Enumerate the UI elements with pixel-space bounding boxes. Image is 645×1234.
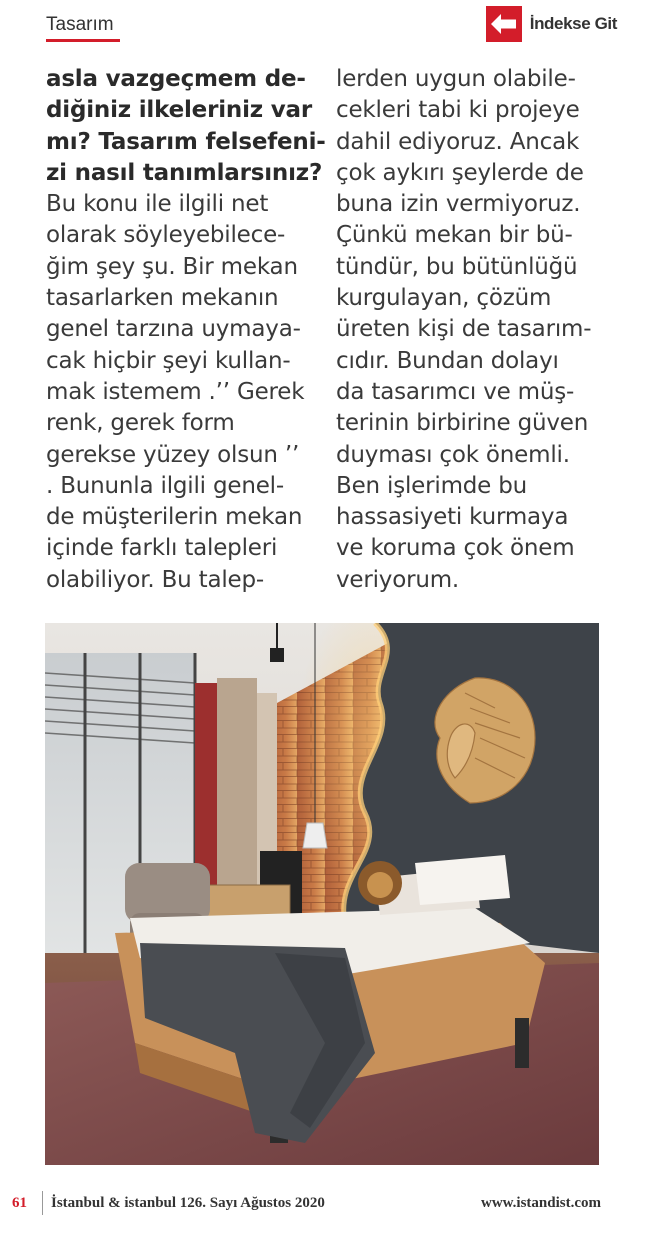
section-underline [46,39,120,42]
text-line: duyması çok önemli. [336,441,570,468]
question-line: zi nasıl tanımlarsınız? [46,159,323,186]
text-line: tasarlarken mekanın [46,285,279,312]
text-line: Çünkü mekan bir bü- [336,222,573,249]
text-line: renk, gerek form [46,410,235,437]
text-line: . Bununla ilgili genel- [46,472,284,499]
back-arrow-icon [486,6,522,42]
text-line: cak hiçbir şeyi kullan- [46,347,291,374]
text-line: gerekse yüzey olsun ’’ [46,441,300,468]
text-line: buna izin vermiyoruz. [336,191,581,218]
section-label: Tasarım [46,14,114,35]
question-line: mı? Tasarım felsefeni- [46,128,326,155]
article-column-right [336,64,636,596]
article-column-left [46,64,346,596]
issue-info: İstanbul & istanbul 126. Sayı Ağustos 2020 [51,1195,325,1211]
text-line: hassasiyeti kurmaya [336,504,569,531]
question-line: diğiniz ilkeleriniz var [46,97,313,124]
text-line: Ben işlerimde bu [336,472,528,499]
bedroom-photo [45,623,599,1165]
text-line: olabiliyor. Bu talep- [46,566,264,593]
index-link-label: İndekse Git [529,14,617,33]
text-line: ğim şey şu. Bir mekan [46,253,298,280]
text-line: olarak söyleyebilece- [46,222,286,249]
text-line: cıdır. Bundan dolayı [336,347,559,374]
text-line: da tasarımcı ve müş- [336,378,575,405]
text-line: de müşterilerin mekan [46,504,303,531]
text-line: dahil ediyoruz. Ancak [336,128,580,155]
footer-divider [42,1191,43,1215]
text-line: tündür, bu bütünlüğü [336,253,578,280]
text-line: lerden uygun olabile- [336,66,576,92]
question-line: asla vazgeçmem de- [46,66,306,92]
page-number: 61 [12,1195,27,1211]
text-line: genel tarzına uymaya- [46,316,301,343]
text-line: veriyorum. [336,566,460,593]
text-line: mak istemem .’’ Gerek [46,378,305,405]
text-line: cekleri tabi ki projeye [336,97,580,124]
text-line: kurgulayan, çözüm [336,285,552,312]
text-line: terinin birbirine güven [336,410,589,437]
text-line: üreten kişi de tasarım- [336,316,592,343]
text-line: çok aykırı şeylerde de [336,159,584,186]
index-link[interactable] [486,6,617,42]
website-link[interactable]: www.istandist.com [480,1195,601,1211]
text-line: içinde farklı talepleri [46,535,278,562]
text-line: Bu konu ile ilgili net [46,191,269,218]
text-line: ve koruma çok önem [336,535,575,562]
